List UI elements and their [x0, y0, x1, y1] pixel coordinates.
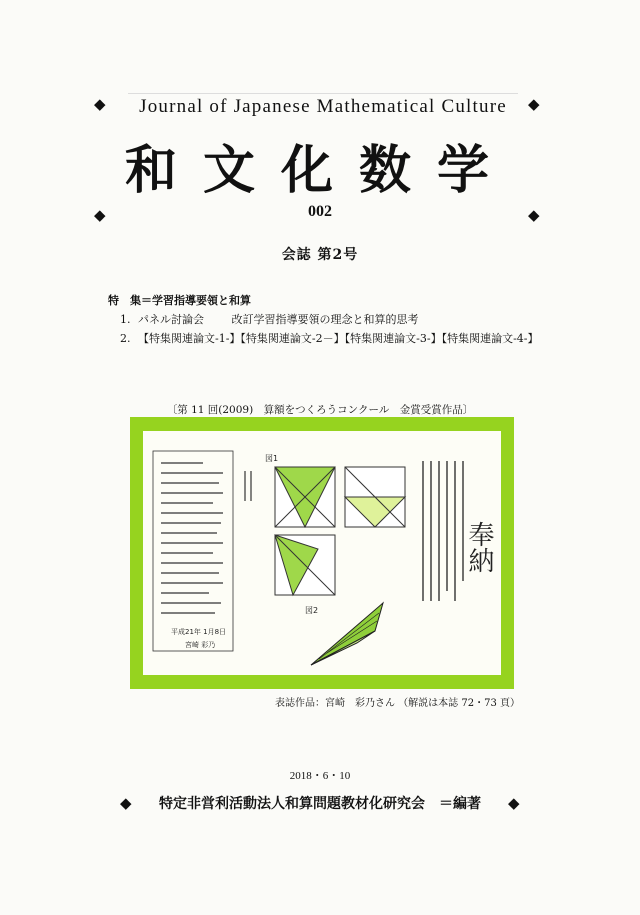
publisher: 特定非営利活動法人和算問題教材化研究会 ＝編著 [159, 796, 481, 812]
main-title: 和文化数学 [124, 140, 515, 201]
diamond-icon: ◆ [94, 95, 106, 113]
feature-heading: 特 集＝学習指導要領と和算 [108, 294, 251, 307]
diamond-icon: ◆ [94, 206, 106, 224]
feature-item-number: 2. [120, 332, 131, 345]
art-offering: 奉納 [464, 521, 494, 573]
problem-text-columns [423, 461, 463, 601]
figure-1-left [275, 467, 335, 527]
sangaku-drawing [143, 431, 501, 675]
cover-art-caption: 〔第 11 回(2009) 算額をつくろうコンクール 金賞受賞作品〕 [166, 404, 474, 416]
diamond-icon: ◆ [528, 206, 540, 224]
handwritten-lines [161, 463, 223, 613]
feature-contents [108, 291, 539, 348]
diamond-icon: ◆ [508, 794, 520, 812]
feature-item-number: 1. [120, 313, 131, 326]
figure-1-bottom [275, 535, 335, 595]
feature-item-papers: 【特集関連論文-1-】【特集関連論文-2－】【特集関連論文-3-】【特集関連論文-4-】 [138, 332, 539, 345]
cover-artwork [130, 417, 514, 689]
sangaku-tablet [143, 431, 501, 675]
figure-1-label: 図1 [265, 454, 279, 463]
diamond-icon: ◆ [120, 794, 132, 812]
figure-1-right [345, 467, 405, 527]
feature-item [108, 329, 539, 348]
proof-text-box [153, 451, 233, 651]
question-label-column [245, 471, 251, 501]
feature-item-label: パネル討論会 [138, 313, 204, 326]
figure-2-label: 図2 [305, 606, 319, 615]
issue-number: 002 [308, 203, 332, 220]
paper-airplane [311, 603, 383, 665]
diamond-icon: ◆ [528, 95, 540, 113]
publication-date: 2018・6・10 [289, 770, 351, 782]
journal-title: Journal of Japanese Mathematical Culture [128, 93, 518, 118]
cover-credit: 表誌作品：宮崎 彩乃さん （解説は本誌 72・73 頁） [275, 698, 520, 709]
art-date-line: 平成21年 1月8日 [171, 628, 227, 636]
art-author: 宮崎 彩乃 [185, 641, 216, 649]
feature-item-title: 改訂学習指導要領の理念と和算的思考 [231, 313, 419, 326]
feature-item [108, 310, 539, 329]
issue-label: 会誌 第2号 [281, 247, 359, 263]
